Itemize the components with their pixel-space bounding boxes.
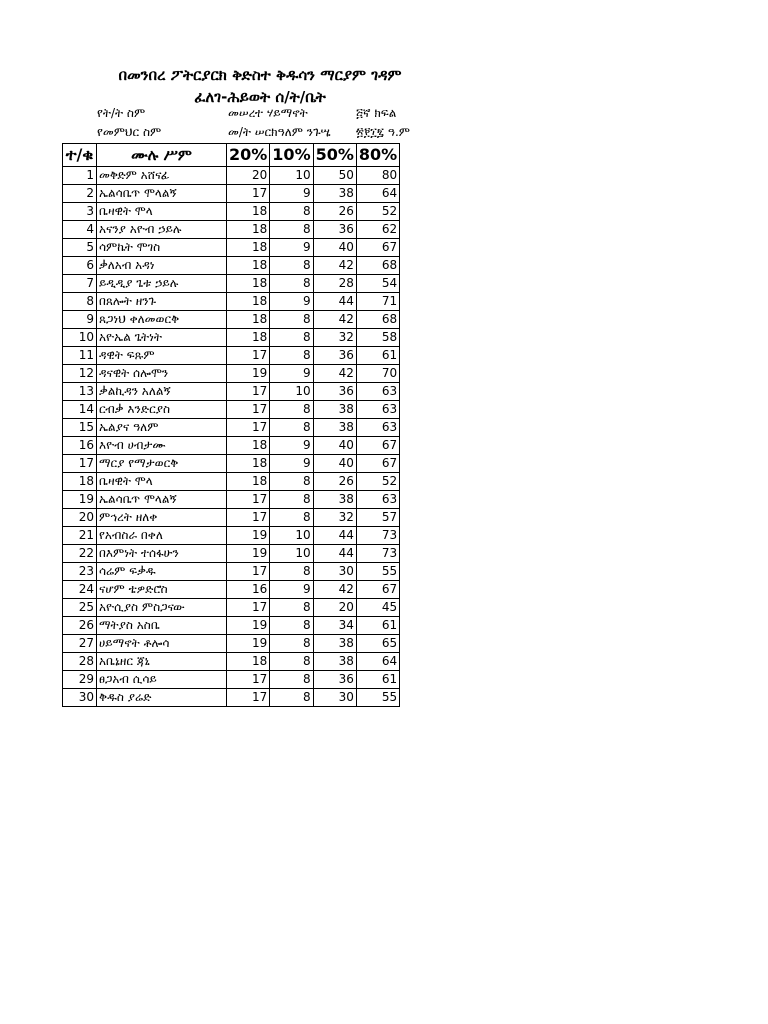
row-number: 10: [63, 329, 97, 347]
table-row: [63, 383, 400, 401]
score-20-percent: 19: [227, 617, 270, 635]
score-50-percent: 38: [313, 419, 356, 437]
row-number: 12: [63, 365, 97, 383]
score-20-percent: 17: [227, 689, 270, 707]
total-80-percent: 57: [356, 509, 399, 527]
score-10-percent: 8: [270, 275, 313, 293]
score-50-percent: 38: [313, 653, 356, 671]
table-body: [63, 167, 400, 707]
table-row: [63, 437, 400, 455]
student-name: ቃልኪዳን አለልኝ: [97, 383, 227, 401]
row-number: 17: [63, 455, 97, 473]
student-name: ሀይማኖት ቶሎሳ: [97, 635, 227, 653]
total-80-percent: 68: [356, 257, 399, 275]
table-row: [63, 599, 400, 617]
student-name: መቅድም አሸናፊ: [97, 167, 227, 185]
score-10-percent: 8: [270, 491, 313, 509]
table-row: [63, 455, 400, 473]
score-20-percent: 19: [227, 635, 270, 653]
score-20-percent: 17: [227, 509, 270, 527]
total-80-percent: 68: [356, 311, 399, 329]
table-row: [63, 581, 400, 599]
row-number: 27: [63, 635, 97, 653]
class-level: ፭ኛ ክፍል: [356, 106, 397, 120]
score-50-percent: 38: [313, 635, 356, 653]
total-80-percent: 45: [356, 599, 399, 617]
score-10-percent: 10: [270, 383, 313, 401]
student-name: ማርያ የማታወርቅ: [97, 455, 227, 473]
total-80-percent: 80: [356, 167, 399, 185]
row-number: 8: [63, 293, 97, 311]
total-80-percent: 61: [356, 617, 399, 635]
total-80-percent: 55: [356, 563, 399, 581]
score-20-percent: 19: [227, 365, 270, 383]
table-row: [63, 635, 400, 653]
row-number: 26: [63, 617, 97, 635]
column-header-full-name: ሙሉ ሥም: [97, 144, 227, 167]
score-20-percent: 17: [227, 185, 270, 203]
row-number: 2: [63, 185, 97, 203]
score-50-percent: 44: [313, 545, 356, 563]
school-title: በመንበረ ፖትርያርክ ቅድስተ ቅዱሳን ማርያም ገዳም: [118, 66, 402, 84]
score-20-percent: 18: [227, 275, 270, 293]
row-number: 1: [63, 167, 97, 185]
row-number: 20: [63, 509, 97, 527]
table-row: [63, 509, 400, 527]
score-50-percent: 32: [313, 509, 356, 527]
score-50-percent: 28: [313, 275, 356, 293]
score-10-percent: 9: [270, 437, 313, 455]
score-10-percent: 8: [270, 347, 313, 365]
total-80-percent: 61: [356, 347, 399, 365]
table-row: [63, 347, 400, 365]
score-20-percent: 19: [227, 527, 270, 545]
grades-table: [62, 143, 400, 707]
student-name: በጸሎት ዘንጉ: [97, 293, 227, 311]
table-row: [63, 689, 400, 707]
score-50-percent: 42: [313, 257, 356, 275]
score-20-percent: 17: [227, 383, 270, 401]
score-20-percent: 17: [227, 347, 270, 365]
row-number: 29: [63, 671, 97, 689]
row-number: 3: [63, 203, 97, 221]
score-10-percent: 8: [270, 617, 313, 635]
total-80-percent: 67: [356, 437, 399, 455]
score-20-percent: 17: [227, 491, 270, 509]
student-name: አቤኔዘር ጃኒ: [97, 653, 227, 671]
table-row: [63, 185, 400, 203]
student-name: ሳሬም ፍቃዱ: [97, 563, 227, 581]
score-10-percent: 9: [270, 455, 313, 473]
score-20-percent: 18: [227, 221, 270, 239]
score-50-percent: 42: [313, 365, 356, 383]
student-name: ናሆም ቴዎድሮስ: [97, 581, 227, 599]
column-header-80-percent: 80%: [356, 144, 399, 167]
table-row: [63, 257, 400, 275]
row-number: 11: [63, 347, 97, 365]
column-header-50-percent: 50%: [313, 144, 356, 167]
teacher-label: የመምህር ስም: [97, 125, 162, 139]
score-20-percent: 18: [227, 311, 270, 329]
row-number: 30: [63, 689, 97, 707]
score-50-percent: 38: [313, 401, 356, 419]
student-name: የአብስራ በቀለ: [97, 527, 227, 545]
total-80-percent: 52: [356, 473, 399, 491]
score-10-percent: 8: [270, 401, 313, 419]
student-name: ቤዛዊት ሞላ: [97, 473, 227, 491]
row-number: 28: [63, 653, 97, 671]
score-20-percent: 16: [227, 581, 270, 599]
score-50-percent: 26: [313, 473, 356, 491]
score-10-percent: 8: [270, 653, 313, 671]
score-10-percent: 8: [270, 419, 313, 437]
score-10-percent: 8: [270, 671, 313, 689]
total-80-percent: 63: [356, 419, 399, 437]
student-name: ዳናዊት ሰሎሞን: [97, 365, 227, 383]
table-row: [63, 329, 400, 347]
score-10-percent: 8: [270, 509, 313, 527]
score-50-percent: 30: [313, 689, 356, 707]
column-header-10-percent: 10%: [270, 144, 313, 167]
score-10-percent: 9: [270, 581, 313, 599]
table-row: [63, 419, 400, 437]
table-row: [63, 491, 400, 509]
score-10-percent: 8: [270, 473, 313, 491]
student-name: ቅዱስ ያሬድ: [97, 689, 227, 707]
table-row: [63, 671, 400, 689]
student-name: ፀጋአብ ሲሳይ: [97, 671, 227, 689]
score-10-percent: 8: [270, 221, 313, 239]
row-number: 22: [63, 545, 97, 563]
student-name: አናንያ አዮብ ኃይሉ: [97, 221, 227, 239]
total-80-percent: 58: [356, 329, 399, 347]
student-name: ርብቃ እንድርያስ: [97, 401, 227, 419]
score-10-percent: 8: [270, 689, 313, 707]
score-50-percent: 30: [313, 563, 356, 581]
score-50-percent: 44: [313, 527, 356, 545]
row-number: 5: [63, 239, 97, 257]
score-10-percent: 9: [270, 293, 313, 311]
score-50-percent: 34: [313, 617, 356, 635]
total-80-percent: 67: [356, 581, 399, 599]
row-number: 24: [63, 581, 97, 599]
total-80-percent: 55: [356, 689, 399, 707]
score-50-percent: 38: [313, 185, 356, 203]
table-row: [63, 365, 400, 383]
score-20-percent: 20: [227, 167, 270, 185]
table-row: [63, 311, 400, 329]
total-80-percent: 52: [356, 203, 399, 221]
total-80-percent: 71: [356, 293, 399, 311]
score-20-percent: 18: [227, 329, 270, 347]
score-10-percent: 8: [270, 635, 313, 653]
table-row: [63, 473, 400, 491]
row-number: 7: [63, 275, 97, 293]
row-number: 14: [63, 401, 97, 419]
student-name: በእምነት ተሰፋሁን: [97, 545, 227, 563]
table-row: [63, 221, 400, 239]
academic-year: ፳፻፲፯ ዓ.ም: [356, 125, 410, 139]
row-number: 6: [63, 257, 97, 275]
score-10-percent: 8: [270, 563, 313, 581]
score-50-percent: 36: [313, 221, 356, 239]
student-name: ጸጋነህ ቀለመወርቅ: [97, 311, 227, 329]
row-number: 13: [63, 383, 97, 401]
column-header-number: ተ/ቁ: [63, 144, 97, 167]
score-10-percent: 10: [270, 527, 313, 545]
total-80-percent: 61: [356, 671, 399, 689]
row-number: 23: [63, 563, 97, 581]
score-10-percent: 10: [270, 167, 313, 185]
row-number: 21: [63, 527, 97, 545]
total-80-percent: 67: [356, 455, 399, 473]
table-row: [63, 167, 400, 185]
table-row: [63, 527, 400, 545]
total-80-percent: 64: [356, 185, 399, 203]
total-80-percent: 65: [356, 635, 399, 653]
total-80-percent: 73: [356, 545, 399, 563]
student-name: ቃለአብ አዳነ: [97, 257, 227, 275]
table-row: [63, 563, 400, 581]
teacher-name: መ/ት ሠርክዓለም ንጉሤ: [228, 125, 331, 139]
table-row: [63, 203, 400, 221]
total-80-percent: 54: [356, 275, 399, 293]
student-name: ማትያስ አስቤ: [97, 617, 227, 635]
student-name: እዮብ ሀብታሙ: [97, 437, 227, 455]
score-10-percent: 8: [270, 311, 313, 329]
score-20-percent: 18: [227, 239, 270, 257]
table-row: [63, 617, 400, 635]
score-50-percent: 32: [313, 329, 356, 347]
score-10-percent: 9: [270, 239, 313, 257]
table-row: [63, 293, 400, 311]
score-20-percent: 17: [227, 599, 270, 617]
total-80-percent: 73: [356, 527, 399, 545]
score-20-percent: 17: [227, 563, 270, 581]
score-20-percent: 17: [227, 419, 270, 437]
table-row: [63, 545, 400, 563]
score-10-percent: 8: [270, 329, 313, 347]
score-20-percent: 18: [227, 293, 270, 311]
student-name: ኤልያና ዓለም: [97, 419, 227, 437]
student-name: ዳዊት ፍጹም: [97, 347, 227, 365]
row-number: 19: [63, 491, 97, 509]
score-50-percent: 40: [313, 455, 356, 473]
score-10-percent: 9: [270, 365, 313, 383]
score-50-percent: 50: [313, 167, 356, 185]
table-header-row: [63, 144, 400, 167]
score-10-percent: 8: [270, 203, 313, 221]
row-number: 25: [63, 599, 97, 617]
total-80-percent: 64: [356, 653, 399, 671]
student-name: ሳምኬት ሞገስ: [97, 239, 227, 257]
table-row: [63, 401, 400, 419]
score-20-percent: 17: [227, 671, 270, 689]
score-20-percent: 18: [227, 437, 270, 455]
total-80-percent: 70: [356, 365, 399, 383]
total-80-percent: 62: [356, 221, 399, 239]
total-80-percent: 63: [356, 383, 399, 401]
student-name: ምኅረት ዘለቀ: [97, 509, 227, 527]
score-50-percent: 44: [313, 293, 356, 311]
student-name: ኤልሳቤጥ ሞላልኝ: [97, 185, 227, 203]
score-50-percent: 42: [313, 581, 356, 599]
student-name: አዮኤል ጌትነት: [97, 329, 227, 347]
total-80-percent: 63: [356, 401, 399, 419]
score-50-percent: 36: [313, 347, 356, 365]
row-number: 15: [63, 419, 97, 437]
score-50-percent: 26: [313, 203, 356, 221]
total-80-percent: 67: [356, 239, 399, 257]
score-50-percent: 42: [313, 311, 356, 329]
table-row: [63, 653, 400, 671]
total-80-percent: 63: [356, 491, 399, 509]
score-10-percent: 8: [270, 599, 313, 617]
score-10-percent: 8: [270, 257, 313, 275]
subject-label: የት/ት ስም: [97, 106, 146, 120]
column-header-20-percent: 20%: [227, 144, 270, 167]
student-name: ይዲዲያ ጌቱ ኃይሉ: [97, 275, 227, 293]
score-20-percent: 18: [227, 257, 270, 275]
row-number: 18: [63, 473, 97, 491]
row-number: 9: [63, 311, 97, 329]
score-50-percent: 36: [313, 671, 356, 689]
score-10-percent: 10: [270, 545, 313, 563]
sunday-school-title: ፈለገ-ሕይወት ሰ/ት/ቤት: [194, 88, 326, 106]
score-50-percent: 40: [313, 437, 356, 455]
row-number: 4: [63, 221, 97, 239]
score-20-percent: 18: [227, 473, 270, 491]
score-20-percent: 19: [227, 545, 270, 563]
score-50-percent: 38: [313, 491, 356, 509]
score-50-percent: 36: [313, 383, 356, 401]
table-row: [63, 239, 400, 257]
student-name: ቤዛዊት ሞላ: [97, 203, 227, 221]
score-20-percent: 17: [227, 401, 270, 419]
score-20-percent: 18: [227, 653, 270, 671]
table-row: [63, 275, 400, 293]
score-10-percent: 9: [270, 185, 313, 203]
score-20-percent: 18: [227, 203, 270, 221]
score-50-percent: 20: [313, 599, 356, 617]
score-50-percent: 40: [313, 239, 356, 257]
student-name: ኤልሳቤጥ ሞላልኝ: [97, 491, 227, 509]
row-number: 16: [63, 437, 97, 455]
subject-value: መሠረተ ሃይማኖት: [228, 106, 308, 120]
score-20-percent: 18: [227, 455, 270, 473]
student-name: አዮሲያስ ምስጋናው: [97, 599, 227, 617]
